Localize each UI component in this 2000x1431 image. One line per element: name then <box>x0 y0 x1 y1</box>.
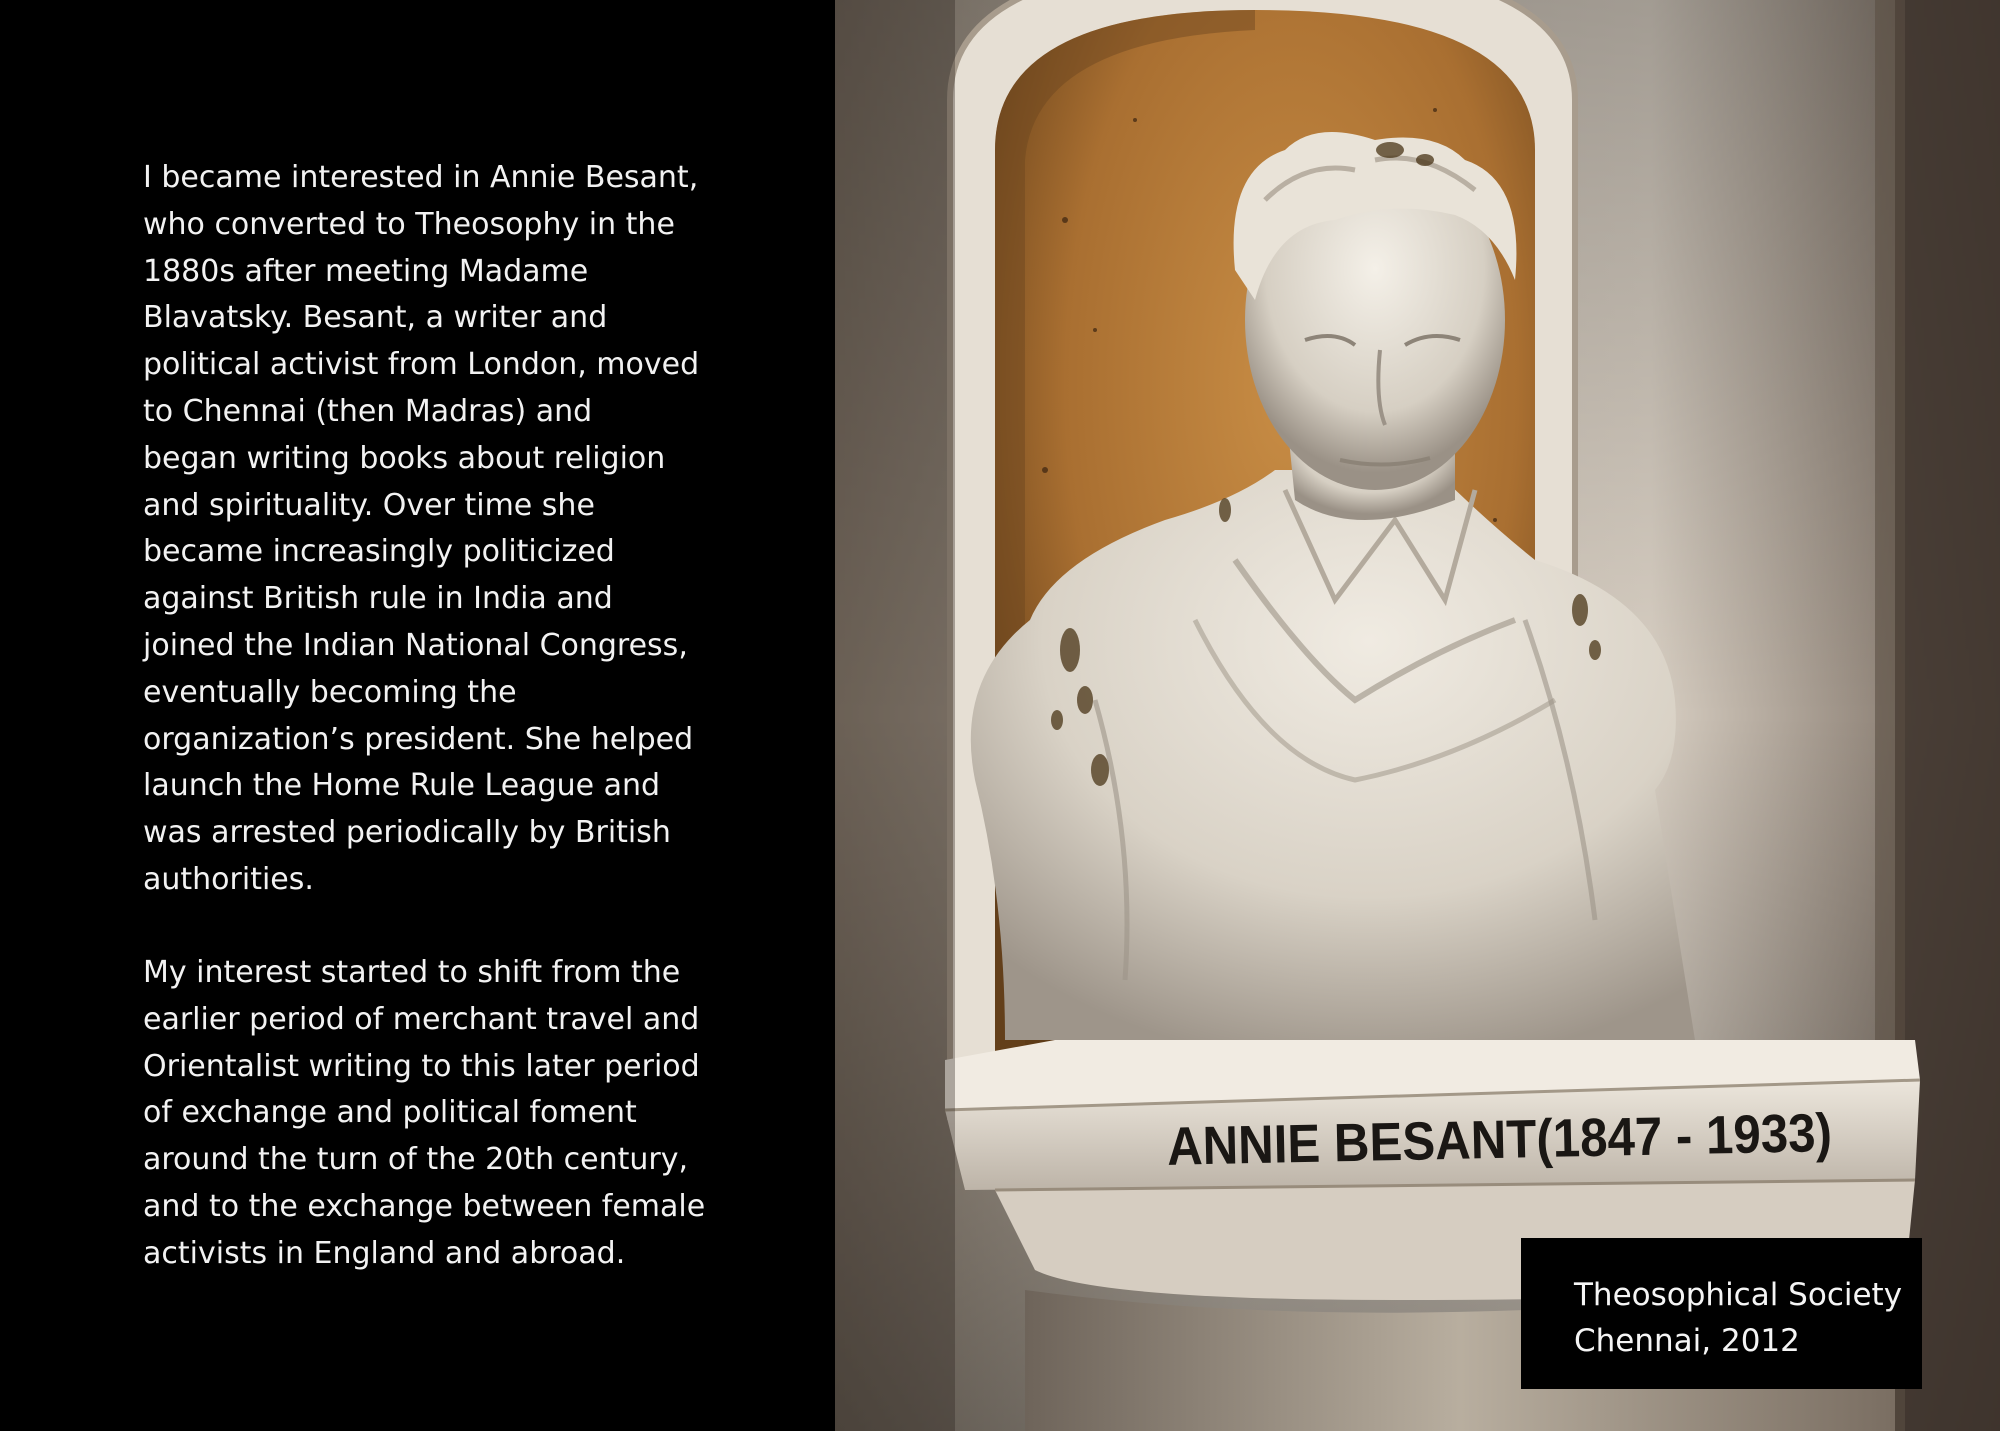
essay-line: who converted to Theosophy in the <box>143 206 675 242</box>
photo-caption <box>1574 1272 1902 1364</box>
plaque-label: ANNIE BESANT(1847 - 1933) <box>1166 1101 1897 1177</box>
essay-line: became increasingly politicized <box>143 534 615 570</box>
essay-line: 1880s after meeting Madame <box>143 253 589 289</box>
caption-location: Theosophical Society <box>1574 1277 1903 1313</box>
essay-line: joined the Indian National Congress, <box>143 627 688 663</box>
bust-photo <box>835 0 2000 1431</box>
caption-box <box>1521 1238 1922 1389</box>
bust-photo-illustration <box>835 0 2000 1431</box>
essay-line: of exchange and political foment <box>143 1095 637 1131</box>
essay-line: around the turn of the 20th century, <box>143 1142 688 1178</box>
essay-line: political activist from London, moved <box>143 347 700 383</box>
essay-line: My interest started to shift from the <box>143 955 681 990</box>
essay-line: and to the exchange between female <box>143 1188 706 1224</box>
essay-line: earlier period of merchant travel and <box>143 1001 700 1037</box>
essay-paragraph-1 <box>143 155 743 904</box>
essay-line: Orientalist writing to this later period <box>143 1048 700 1084</box>
essay-line: eventually becoming the <box>143 674 517 710</box>
essay-line: activists in England and abroad. <box>143 1235 626 1271</box>
essay-line: against British rule in India and <box>143 581 613 617</box>
essay-line: began writing books about religion <box>143 440 666 476</box>
essay-line: was arrested periodically by British <box>143 815 671 851</box>
essay-line: Blavatsky. Besant, a writer and <box>143 300 608 336</box>
caption-city-year: Chennai, 2012 <box>1574 1323 1800 1359</box>
essay-line: launch the Home Rule League and <box>143 768 661 804</box>
essay-paragraph-2 <box>143 950 743 1278</box>
essay-line: and spirituality. Over time she <box>143 487 595 523</box>
essay-line: to Chennai (then Madras) and <box>143 393 593 429</box>
essay-panel <box>0 0 835 1431</box>
essay-line: authorities. <box>143 861 314 897</box>
essay-line: organization’s president. She helped <box>143 721 694 757</box>
essay-line: I became interested in Annie Besant, <box>143 160 699 195</box>
